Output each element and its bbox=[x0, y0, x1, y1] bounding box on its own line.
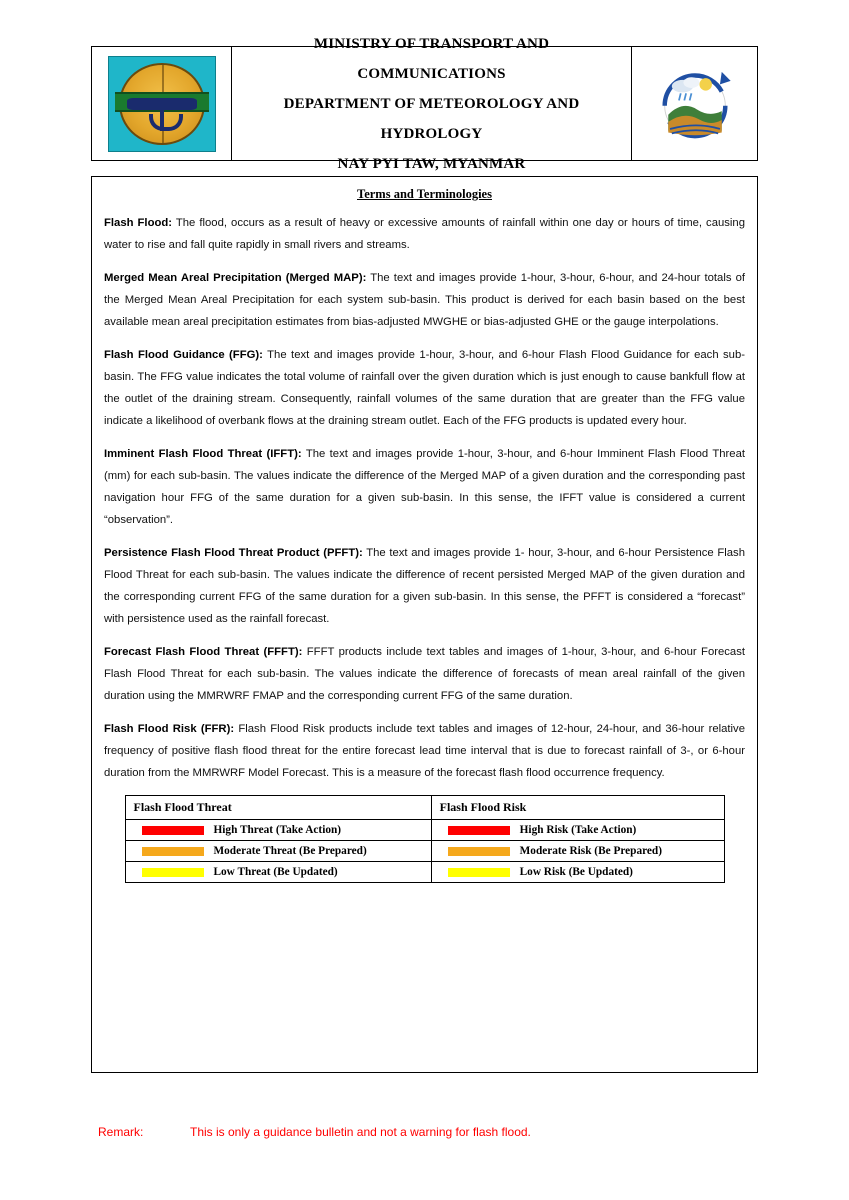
legend-label-moderate-risk: Moderate Risk (Be Prepared) bbox=[519, 845, 662, 858]
anchor-icon bbox=[160, 109, 164, 131]
terms-body-box bbox=[91, 176, 758, 1073]
term-text-ifft: The text and images provide 1-hour, 3-hour, and 6-hour Imminent Flash Flood Threat (mm) for each sub-basin. The values indicate the difference of the Merged MAP of a given duration and the corresponding past navigation hour FFG of the same duration for a given sub-basin. In this sense, the IFFT value is considered a current “observation”. bbox=[104, 448, 746, 527]
term-paragraph-ffft bbox=[104, 641, 745, 707]
term-paragraph-pfft bbox=[104, 542, 745, 630]
legend-cell-risk-low bbox=[431, 862, 724, 883]
color-swatch-moderate-risk bbox=[448, 847, 510, 856]
color-swatch-high-threat bbox=[142, 826, 204, 835]
dmh-logo-icon bbox=[649, 63, 741, 145]
term-paragraph-ffr bbox=[104, 718, 745, 784]
document-header bbox=[91, 35, 758, 172]
term-text-pfft: The text and images provide 1- hour, 3-hour, and 6-hour Persistence Flash Flood Threat for each sub-basin. The values indicate the difference of recent persisted Merged MAP of the given duration and the corresponding current FFG of the same duration for a given sub-basin. In this sense, the PFFT is considered a “forecast” with persistence used as the rainfall forecast. bbox=[104, 547, 745, 626]
legend-cell-risk-moderate bbox=[431, 841, 724, 862]
term-paragraph-merged-map bbox=[104, 267, 745, 333]
remark-label: Remark: bbox=[98, 1125, 144, 1139]
legend-row-low bbox=[125, 862, 724, 883]
wings-icon bbox=[127, 98, 197, 110]
legend-cell-threat-moderate bbox=[125, 841, 431, 862]
color-swatch-low-threat bbox=[142, 868, 204, 877]
page-title: Terms and Terminologies bbox=[357, 187, 492, 201]
legend-table bbox=[125, 795, 725, 883]
term-label-ffr: Flash Flood Risk (FFR): bbox=[104, 723, 235, 736]
legend-row-moderate bbox=[125, 841, 724, 862]
color-swatch-high-risk bbox=[448, 826, 510, 835]
legend-header-risk: Flash Flood Risk bbox=[431, 796, 724, 820]
term-paragraph-flash-flood bbox=[104, 212, 745, 256]
term-label-ifft: Imminent Flash Flood Threat (IFFT): bbox=[104, 448, 302, 461]
header-line-location: NAY PYI TAW, MYANMAR bbox=[337, 155, 526, 172]
term-text-ffg: The text and images provide 1-hour, 3-hour, and 6-hour Flash Flood Guidance for each sub-basin. The FFG value indicates the total volume of rainfall over the given duration which is just enough to cause bankfull flow at the outlet of the draining stream. Consequently, rainfall volumes of the same duration that are greater than the FFG value indicate a likelihood of overbank flows at the draining stream outlet. Each of the FFG products is updated every hour. bbox=[104, 349, 746, 428]
legend-cell-threat-low bbox=[125, 862, 431, 883]
legend-cell-threat-high bbox=[125, 820, 431, 841]
header-line-department: DEPARTMENT OF METEOROLOGY AND HYDROLOGY bbox=[283, 95, 580, 142]
term-text-ffr: Flash Flood Risk products include text tables and images of 12-hour, 24-hour, and 36-hour relative frequency of positive flash flood threat for the entire forecast lead time interval that is due to forecast rainfall of 3-, or 6-hour duration from the MMRWRF Model Forecast. This is a measure of the forecast flash flood occurrence frequency. bbox=[104, 723, 745, 780]
header-line-ministry: MINISTRY OF TRANSPORT AND COMMUNICATIONS bbox=[313, 35, 550, 82]
remark-text: This is only a guidance bulletin and not a warning for flash flood. bbox=[190, 1125, 531, 1139]
legend-label-low-risk: Low Risk (Be Updated) bbox=[519, 866, 633, 879]
header-title-block bbox=[232, 35, 631, 172]
color-swatch-moderate-threat bbox=[142, 847, 204, 856]
term-label-ffg: Flash Flood Guidance (FFG): bbox=[104, 349, 263, 362]
ministry-emblem-icon bbox=[108, 56, 216, 152]
color-swatch-low-risk bbox=[448, 868, 510, 877]
legend-label-low-threat: Low Threat (Be Updated) bbox=[213, 866, 338, 879]
term-text-ffft: FFFT products include text tables and images of 1-hour, 3-hour, and 6-hour Forecast Flash Flood Threat for each sub-basin. The values indicate the difference of forecasts of mean areal rainfall of the given duration using the MMRWRF FMAP and the corresponding current FFG of the same duration. bbox=[104, 646, 745, 703]
legend-header-threat: Flash Flood Threat bbox=[125, 796, 431, 820]
legend-label-high-threat: High Threat (Take Action) bbox=[213, 824, 342, 837]
term-label-merged-map: Merged Mean Areal Precipitation (Merged MAP): bbox=[104, 272, 367, 285]
legend-label-high-risk: High Risk (Take Action) bbox=[519, 824, 637, 837]
term-text-flash-flood: The flood, occurs as a result of heavy or excessive amounts of rainfall within one day or hours of time, causing water to rise and fall quite rapidly in small rivers and streams. bbox=[104, 217, 745, 252]
term-text-merged-map: The text and images provide 1-hour, 3-hour, 6-hour, and 24-hour totals of the Merged Mean Areal Precipitation for each system sub-basin. This product is derived for each basin based on the best available mean areal precipitation estimates from bias-adjusted MWGHE or bias-adjusted GHE or the gauge interpolations. bbox=[104, 272, 746, 329]
remark-line bbox=[98, 1125, 758, 1139]
ministry-emblem-cell bbox=[92, 47, 232, 160]
term-paragraph-ifft bbox=[104, 443, 745, 531]
legend-label-moderate-threat: Moderate Threat (Be Prepared) bbox=[213, 845, 367, 858]
term-label-flash-flood: Flash Flood: bbox=[104, 217, 173, 229]
term-label-pfft: Persistence Flash Flood Threat Product (PFFT): bbox=[104, 547, 363, 560]
term-label-ffft: Forecast Flash Flood Threat (FFFT): bbox=[104, 646, 303, 659]
term-paragraph-ffg bbox=[104, 344, 745, 432]
dmh-logo-cell bbox=[631, 47, 757, 160]
legend-cell-risk-high bbox=[431, 820, 724, 841]
legend-row-high bbox=[125, 820, 724, 841]
legend-header-row bbox=[125, 796, 724, 820]
